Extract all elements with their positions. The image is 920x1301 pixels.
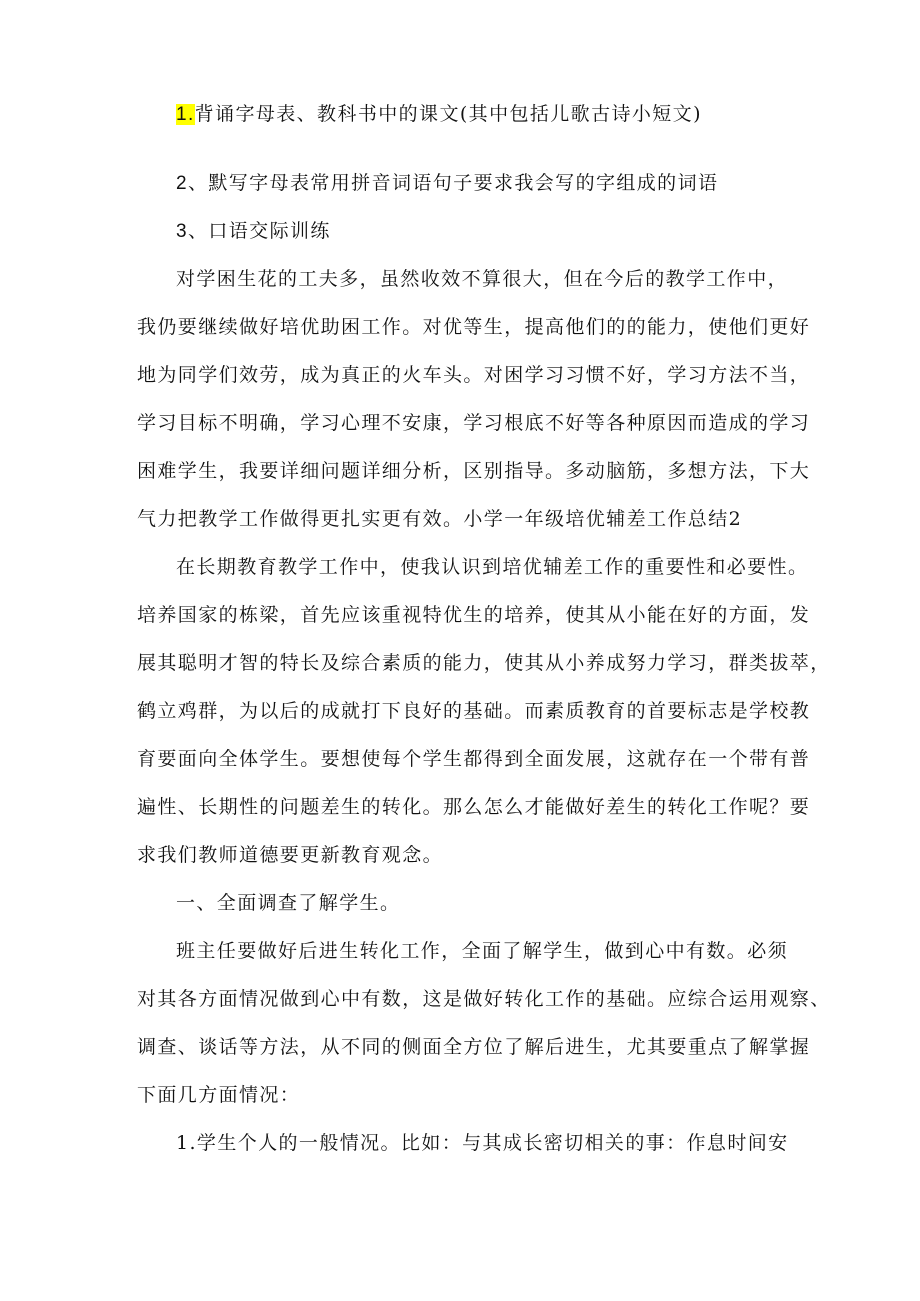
paragraph2-line-7: 求我们教师道德要更新教育观念。: [137, 844, 444, 866]
paragraph3-line-3: 调查、谈话等方法，从不同的侧面全方位了解后进生，尤其要重点了解掌握: [137, 1036, 811, 1058]
paragraph3-line-2: 对其各方面情况做到心中有数，这是做好转化工作的基础。应综合运用观察、: [137, 988, 831, 1010]
list-item-1: [176, 101, 702, 128]
list-item-1-text: 背诵字母表、教科书中的课文(其中包括儿歌古诗小短文): [194, 103, 702, 125]
paragraph1-line-3: 地为同学们效劳，成为真正的火车头。对困学习习惯不好，学习方法不当，: [137, 364, 811, 386]
list-item-2-text: 默写字母表常用拼音词语句子要求我会写的字组成的词语: [208, 172, 719, 194]
list-item-1-marker: 1.: [176, 104, 195, 125]
paragraph2-line-4: 鹤立鸡群，为以后的成就打下良好的基础。而素质教育的首要标志是学校教: [137, 700, 811, 722]
paragraph2-line-6: 遍性、长期性的问题差生的转化。那么怎么才能做好差生的转化工作呢？要: [137, 796, 811, 818]
section-heading: 一、全面调查了解学生。: [176, 892, 401, 914]
list-item-3: [176, 218, 331, 245]
paragraph2-line-1: 在长期教育教学工作中，使我认识到培优辅差工作的重要性和必要性。: [176, 556, 809, 578]
list-item-2-marker: 2、: [176, 173, 209, 194]
list-item-3-text: 口语交际训练: [208, 220, 331, 242]
list-item-3-marker: 3、: [176, 221, 209, 242]
paragraph2-line-2: 培养国家的栋梁，首先应该重视特优生的培养，使其从小能在好的方面，发: [137, 604, 811, 626]
paragraph2-line-3: 展其聪明才智的特长及综合素质的能力，使其从小养成努力学习，群类拔萃，: [137, 652, 831, 674]
paragraph2-line-5: 育要面向全体学生。要想使每个学生都得到全面发展，这就存在一个带有普: [137, 748, 811, 770]
paragraph1-line-1: 对学困生花的工夫多，虽然收效不算很大，但在今后的教学工作中，: [176, 268, 789, 290]
paragraph1-line-6: 气力把教学工作做得更扎实更有效。小学一年级培优辅差工作总结2: [137, 508, 743, 530]
paragraph3-line-4: 下面几方面情况：: [137, 1084, 301, 1106]
list-item-2: [176, 170, 718, 197]
paragraph1-line-5: 困难学生，我要详细问题详细分析，区别指导。多动脑筋，多想方法，下大: [137, 460, 811, 482]
paragraph1-line-2: 我仍要继续做好培优助困工作。对优等生，提高他们的的能力，使他们更好: [137, 316, 811, 338]
paragraph3-line-1: 班主任要做好后进生转化工作，全面了解学生，做到心中有数。必须: [176, 940, 789, 962]
paragraph4-line-1: 1.学生个人的一般情况。比如：与其成长密切相关的事：作息时间安: [176, 1132, 789, 1154]
paragraph1-line-4: 学习目标不明确，学习心理不安康，学习根底不好等各种原因而造成的学习: [137, 412, 811, 434]
